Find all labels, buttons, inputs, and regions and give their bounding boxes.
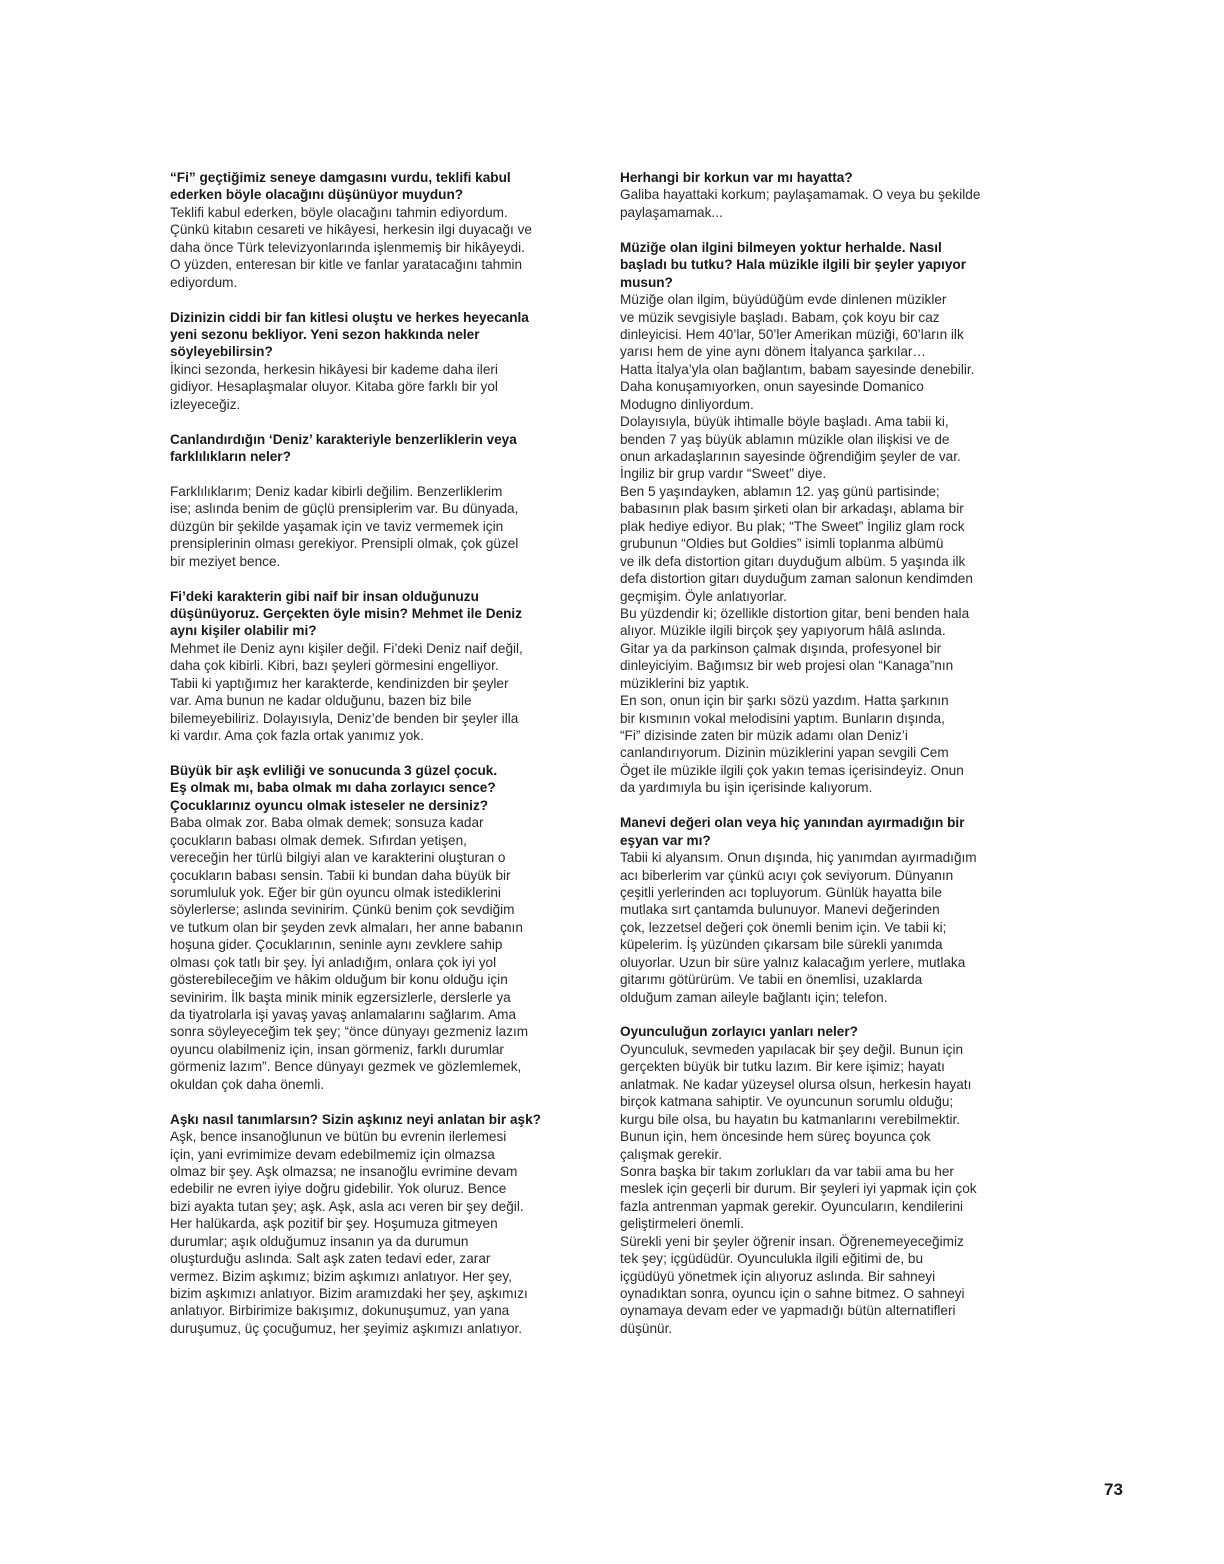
answer-line: birçok katmana sahiptir. Ve oyuncunun sorumlu olduğu; xyxy=(620,1094,954,1110)
interview-section xyxy=(170,762,610,1093)
question xyxy=(620,814,1060,849)
answer-line: çocukların babası olmak demek. Sıfırdan yetişen, xyxy=(170,832,467,848)
question-line: farklılıkların neler? xyxy=(170,449,291,464)
answer-line: En son, onun için bir şarkı sözü yazdım. Hatta şarkının xyxy=(620,693,949,709)
answer-line: Öget ile müzikle ilgili çok yakın temas içerisindeyiz. Onun xyxy=(620,762,964,778)
interview-section xyxy=(170,431,610,571)
answer-line: Aşk, bence insanoğlunun ve bütün bu evrenin ilerlemesi xyxy=(170,1129,507,1145)
interview-section xyxy=(170,1111,610,1338)
answer-line: acı biberlerim var çünkü acıyı çok seviyorum. Dünyanın xyxy=(620,867,954,883)
section-spacer xyxy=(170,413,610,430)
section-spacer xyxy=(620,221,1060,238)
answer-line: Mehmet ile Deniz aynı kişiler değil. Fi’deki Deniz naif değil, xyxy=(170,640,523,656)
question-line: Manevi değeri olan veya hiç yanından ayırmadığın bir xyxy=(620,815,965,831)
answer xyxy=(170,1128,610,1337)
answer xyxy=(170,361,610,413)
question-line: söyleyebilirsin? xyxy=(170,344,273,360)
answer-line: bilemeyebiliriz. Dolayısıyla, Deniz’de benden bir şeyler illa xyxy=(170,710,519,726)
answer-line: Hatta İtalya’yla olan bağlantım, babam sayesinde denebilir. xyxy=(620,361,975,377)
answer-line: Dolayısıyla, büyük ihtimalle böyle başladı. Ama tabii ki, xyxy=(620,414,949,430)
answer-line: Tabii ki yaptığımız her karakterde, kendinizden bir şeyler xyxy=(170,675,509,691)
answer-line: Oyunculuk, sevmeden yapılacak bir şey değil. Bunun için xyxy=(620,1041,964,1057)
section-spacer xyxy=(170,291,610,308)
answer-line: görmeniz lazım”. Bence dünyayı gezmek ve gözlemlemek, xyxy=(170,1059,522,1075)
answer-line: durumlar; aşık olduğumuz insanın ya da durumun xyxy=(170,1233,469,1249)
answer-line: sonra söyleyeceğim tek şey; “önce dünyayı gezmeniz lazım xyxy=(170,1024,529,1040)
section-spacer xyxy=(170,465,610,482)
question-line: Aşkı nasıl tanımlarsın? Sizin aşkınız neyi anlatan bir aşk? xyxy=(170,1111,541,1127)
answer-line: meslek için geçerli bir durum. Bir şeyleri iyi yapmak için çok xyxy=(620,1181,977,1197)
answer-line: gidiyor. Hesaplaşmalar oluyor. Kitaba göre farklı bir yol xyxy=(170,379,498,395)
answer-line: Bunun için, hem öncesinde hem süreç boyunca çok xyxy=(620,1129,931,1145)
answer-line: düzgün bir şekilde yaşamak için ve taviz vermemek için xyxy=(170,518,504,534)
answer-line: çocukların babası sensin. Tabii ki bundan daha büyük bir xyxy=(170,867,511,883)
answer-line: geçmişim. Öyle anlatıyorlar. xyxy=(620,588,787,604)
answer-line: oluşturduğu aslında. Salt aşk zaten tedavi eder, zarar xyxy=(170,1251,491,1267)
answer-line: plak hediye ediyor. Bu plak; “The Sweet” İngiliz glam rock xyxy=(620,518,965,534)
answer-line: alıyor. Müzikle ilgili birçok şey yapıyorum hâlâ aslında. xyxy=(620,623,946,639)
section-spacer xyxy=(170,570,610,587)
answer-line: Baba olmak zor. Baba olmak demek; sonsuza kadar xyxy=(170,815,484,831)
answer-line: küpelerim. İş yüzünden çıkarsam bile sürekli yanımda xyxy=(620,937,943,953)
answer-line: Bu yüzdendir ki; özellikle distortion gitar, beni benden hala xyxy=(620,605,970,621)
answer-line: Müziğe olan ilgim, büyüdüğüm evde dinlenen müzikler xyxy=(620,292,947,308)
answer-line: babasının plak basım şirketi olan bir arkadaşı, ablama bir xyxy=(620,501,964,517)
answer-line: bir kısmının vokal melodisini yaptım. Bunların dışında, xyxy=(620,710,945,726)
interview-section xyxy=(620,239,1060,797)
answer-line: Farklılıklarım; Deniz kadar kibirli değilim. Benzerliklerim xyxy=(170,483,503,499)
answer xyxy=(170,640,610,745)
question-line: ederken böyle olacağını düşünüyor muydun? xyxy=(170,187,464,203)
answer-line: tek şey; içgüdüdür. Oyunculukla ilgili eğitimi de, bu xyxy=(620,1251,923,1267)
answer xyxy=(170,814,610,1093)
page-number: 73 xyxy=(1104,1480,1123,1499)
answer-line: bir meziyet bence. xyxy=(170,553,281,569)
answer-line: Sürekli yeni bir şeyler öğrenir insan. Öğrenemeyeceğimiz xyxy=(620,1233,964,1249)
answer-line: Sonra başka bir takım zorlukları da var tabii ama bu her xyxy=(620,1163,954,1179)
question xyxy=(620,1023,1060,1040)
answer xyxy=(620,849,1060,1006)
answer-line: ki vardır. Ama çok fazla ortak yanımız yok. xyxy=(170,728,424,743)
answer-line: müziklerini biz yaptık. xyxy=(620,675,750,691)
answer-line: gitarımı götürürüm. Ve tabii en önemlisi, uzaklarda xyxy=(620,972,923,988)
answer-line: sorumluluk yok. Eğer bir gün oyuncu olmak istediklerini xyxy=(170,884,501,900)
question xyxy=(170,1111,610,1128)
question-line: Herhangi bir korkun var mı hayatta? xyxy=(620,170,853,185)
answer-line: ise; aslında benim de güçlü prensiplerim var. Bu dünyada, xyxy=(170,501,519,517)
answer xyxy=(170,204,610,291)
answer-line: edebilir ne evren iyiye doğru gidebilir. Yok oluruz. Bence xyxy=(170,1181,507,1197)
answer-line: düşünür. xyxy=(620,1320,673,1336)
answer-line: onun arkadaşlarının sayesinde öğrendiğim şeyler de var. xyxy=(620,449,961,464)
answer-line: oynadıktan sonra, oyuncu için o sahne bitmez. O sahneyi xyxy=(620,1286,965,1301)
interview-section xyxy=(170,169,610,291)
answer-line: duruşumuz, üç çocuğumuz, her şeyimiz aşkımızı anlatıyor. xyxy=(170,1320,523,1336)
answer-line: hoşuna gider. Çocuklarının, seninle aynı zevklere sahip xyxy=(170,937,503,953)
answer-line: Gitar ya da parkinson çalmak dışında, profesyonel bir xyxy=(620,640,942,656)
answer-line: defa distortion gitarı duyduğum zaman salonun kendimden xyxy=(620,571,973,587)
question xyxy=(170,762,610,814)
question-line: yeni sezonu bekliyor. Yeni sezon hakkında neler xyxy=(170,326,480,342)
answer-line: Daha konuşamıyorken, onun sayesinde Domanico xyxy=(620,379,924,395)
answer-line: olmaz bir şey. Aşk olmazsa; ne insanoğlu evrimine devam xyxy=(170,1163,518,1179)
answer-line: okuldan çok daha önemli. xyxy=(170,1076,325,1092)
answer-line: içgüdüyü yönetmek için alıyoruz aslında. Bir sahneyi xyxy=(620,1268,936,1284)
answer-line: Ben 5 yaşındayken, ablamın 12. yaş günü partisinde; xyxy=(620,483,940,499)
answer-line: daha çok kibirli. Kibri, bazı şeyleri görmesini engelliyor. xyxy=(170,658,499,674)
answer-line: olduğum zaman aileyle bağlantı için; telefon. xyxy=(620,989,888,1005)
answer-line: oluyorlar. Uzun bir süre yalnız kalacağım yerlere, mutlaka xyxy=(620,954,966,970)
answer-line: olması çok tatlı bir şey. İyi anladığım, onlara çok iyi yol xyxy=(170,954,497,970)
article-column-left xyxy=(170,169,610,1337)
question-line: “Fi” geçtiğimiz seneye damgasını vurdu, teklifi kabul xyxy=(170,170,511,185)
answer-line: benden 7 yaş büyük ablamın müzikle olan ilişkisi ve de xyxy=(620,431,950,447)
answer-line: grubunun “Oldies but Goldies” isimli toplanma albümü xyxy=(620,536,944,552)
answer-line: İkinci sezonda, herkesin hikâyesi bir kademe daha ileri xyxy=(170,361,498,377)
answer-line: çok, lezzetsel değeri çok önemli benim için. Ve tabii ki; xyxy=(620,919,947,935)
answer-line: dinleyiciyim. Bağımsız bir web projesi olan “Kanaga”nın xyxy=(620,658,954,674)
answer-line: var. Ama bunun ne kadar olduğunu, bazen biz bile xyxy=(170,693,472,709)
answer-line: da yardımıyla bu işin içerisinde kalıyorum. xyxy=(620,780,873,796)
answer-line: Modugno dinliyordum. xyxy=(620,396,754,412)
question-line: Büyük bir aşk evliliği ve sonucunda 3 güzel çocuk. xyxy=(170,762,498,778)
question-line: Müziğe olan ilgini bilmeyen yoktur herhalde. Nasıl xyxy=(620,239,942,255)
answer-line: paylaşamamak... xyxy=(620,204,723,220)
interview-section xyxy=(170,309,610,414)
answer xyxy=(620,291,1060,797)
answer-line: ve müzik sevgisiyle başladı. Babam, çok koyu bir caz xyxy=(620,309,940,325)
answer-line: fazla antrenman yapmak gerekir. Oyuncuların, kendilerini xyxy=(620,1198,964,1214)
answer xyxy=(620,186,1060,221)
question-line: Canlandırdığın ‘Deniz’ karakteriyle benzerliklerin veya xyxy=(170,431,517,447)
interview-section xyxy=(620,1023,1060,1337)
answer-line: oyuncu olabilmeniz için, insan görmeniz, farklı durumlar xyxy=(170,1041,504,1057)
question-line: düşünüyoruz. Gerçekten öyle misin? Mehmet ile Deniz xyxy=(170,605,523,621)
answer-line: Tabii ki alyansım. Onun dışında, hiç yanımdan ayırmadığım xyxy=(620,850,977,866)
answer-line: izleyeceğiz. xyxy=(170,396,241,412)
question xyxy=(620,169,1060,186)
section-spacer xyxy=(170,1093,610,1110)
answer-line: gerçekten büyük bir tutku lazım. Bir kere işimiz; hayatı xyxy=(620,1059,945,1075)
question-line: Çocuklarınız oyuncu olmak isteseler ne dersiniz? xyxy=(170,797,489,813)
answer-line: söylerlerse; aslında sevinirim. Çünkü benim çok sevdiğim xyxy=(170,902,515,918)
answer-line: çalışmak gerekir. xyxy=(620,1146,722,1162)
answer-line: O yüzden, enteresan bir kitle ve fanlar yaratacağını tahmin xyxy=(170,257,523,273)
question-line: aynı kişiler olabilir mi? xyxy=(170,623,317,639)
article-column-right xyxy=(620,169,1060,1337)
question xyxy=(170,588,610,640)
answer-line: için, yani evrimimize devam edebilmemiz için olmazsa xyxy=(170,1146,495,1162)
answer-line: canlandırıyorum. Dizinin müziklerini yapan sevgili Cem xyxy=(620,745,949,761)
answer-line: “Fi” dizisinde zaten bir müzik adamı olan Deniz’i xyxy=(620,728,908,743)
answer xyxy=(170,483,610,570)
question-line: Oyunculuğun zorlayıcı yanları neler? xyxy=(620,1024,858,1040)
section-spacer xyxy=(620,1006,1060,1023)
answer-line: İngiliz bir grup vardır “Sweet” diye. xyxy=(620,466,827,482)
answer-line: kurgu bile olsa, bu hayatın bu katmanlarını verebilmektir. xyxy=(620,1111,961,1127)
question xyxy=(620,239,1060,291)
answer-line: prensiplerinin olması gerekiyor. Prensipli olmak, çok güzel xyxy=(170,536,519,552)
question xyxy=(170,309,610,361)
answer-line: Her halükarda, aşk pozitif bir şey. Hoşumuza gitmeyen xyxy=(170,1216,498,1232)
question xyxy=(170,169,610,204)
question-line: başladı bu tutku? Hala müzikle ilgili bir şeyler yapıyor xyxy=(620,257,966,273)
answer-line: Galiba hayattaki korkum; paylaşamamak. O veya bu şekilde xyxy=(620,187,981,203)
answer xyxy=(620,1041,1060,1337)
interview-section xyxy=(620,814,1060,1006)
answer-line: Çünkü kitabın cesareti ve hikâyesi, herkesin ilgi duyacağı ve xyxy=(170,222,532,238)
question-line: Eş olmak mı, baba olmak mı daha zorlayıcı sence? xyxy=(170,780,496,796)
answer-line: gösterebileceğim ve hâkim olduğum bir konu olduğu için xyxy=(170,972,508,988)
interview-section xyxy=(170,588,610,745)
answer-line: anlatmak. Ne kadar yüzeysel olursa olsun, herkesin hayatı xyxy=(620,1076,972,1092)
answer-line: vermez. Bizim aşkımız; bizim aşkımızı anlatıyor. Her şey, xyxy=(170,1268,512,1284)
answer-line: bizi ayakta tutan şey; aşk. Aşk, asla acı veren bir şey değil. xyxy=(170,1198,524,1214)
answer-line: mutlaka sırt çantamda bulunuyor. Manevi değerinden xyxy=(620,902,940,918)
answer-line: ve tutkum olan bir şeyden zevk almaları, her anne babanın xyxy=(170,919,523,935)
answer-line: daha önce Türk televizyonlarında işlenmemiş bir hikâyeydi. xyxy=(170,239,525,255)
answer-line: bizim aşkımızı anlatıyor. Bizim aramızdaki her şey, aşkımızı xyxy=(170,1286,528,1301)
answer-line: yarısı hem de yine aynı dönem İtalyanca şarkılar… xyxy=(620,344,926,360)
answer-line: anlatıyor. Birbirimize bakışımız, dokunuşumuz, yan yana xyxy=(170,1303,510,1319)
question-line: musun? xyxy=(620,274,673,290)
answer-line: çeşitli yerlerinden acı topluyorum. Günlük hayatta bile xyxy=(620,884,942,900)
question xyxy=(170,431,610,466)
question-line: Fi’deki karakterin gibi naif bir insan olduğunuzu xyxy=(170,588,479,604)
section-spacer xyxy=(170,744,610,761)
answer-line: oynamaya devam eder ve yapmadığı bütün alternatifleri xyxy=(620,1303,956,1319)
interview-section xyxy=(620,169,1060,221)
answer-line: sevinirim. İlk başta minik minik egzersizlerle, derslerle ya xyxy=(170,989,511,1005)
answer-line: geliştirmeleri önemli. xyxy=(620,1216,744,1232)
question-line: eşyan var mı? xyxy=(620,832,711,848)
answer-line: Teklifi kabul ederken, böyle olacağını tahmin ediyordum. xyxy=(170,204,508,220)
answer-line: ve ilk defa distortion gitarı duyduğum albüm. 5 yaşında ilk xyxy=(620,553,966,569)
answer-line: da tiyatrolarla işi yavaş yavaş anlamalarını sağlarım. Ama xyxy=(170,1007,517,1022)
section-spacer xyxy=(620,797,1060,814)
answer-line: ediyordum. xyxy=(170,274,238,290)
answer-line: dinleyicisi. Hem 40’lar, 50’ler Amerikan müziği, 60’ların ilk xyxy=(620,326,964,342)
question-line: Dizinizin ciddi bir fan kitlesi oluştu ve herkes heyecanla xyxy=(170,309,529,325)
answer-line: vereceğin her türlü bilgiyi alan ve karakterini oluşturan o xyxy=(170,850,506,866)
